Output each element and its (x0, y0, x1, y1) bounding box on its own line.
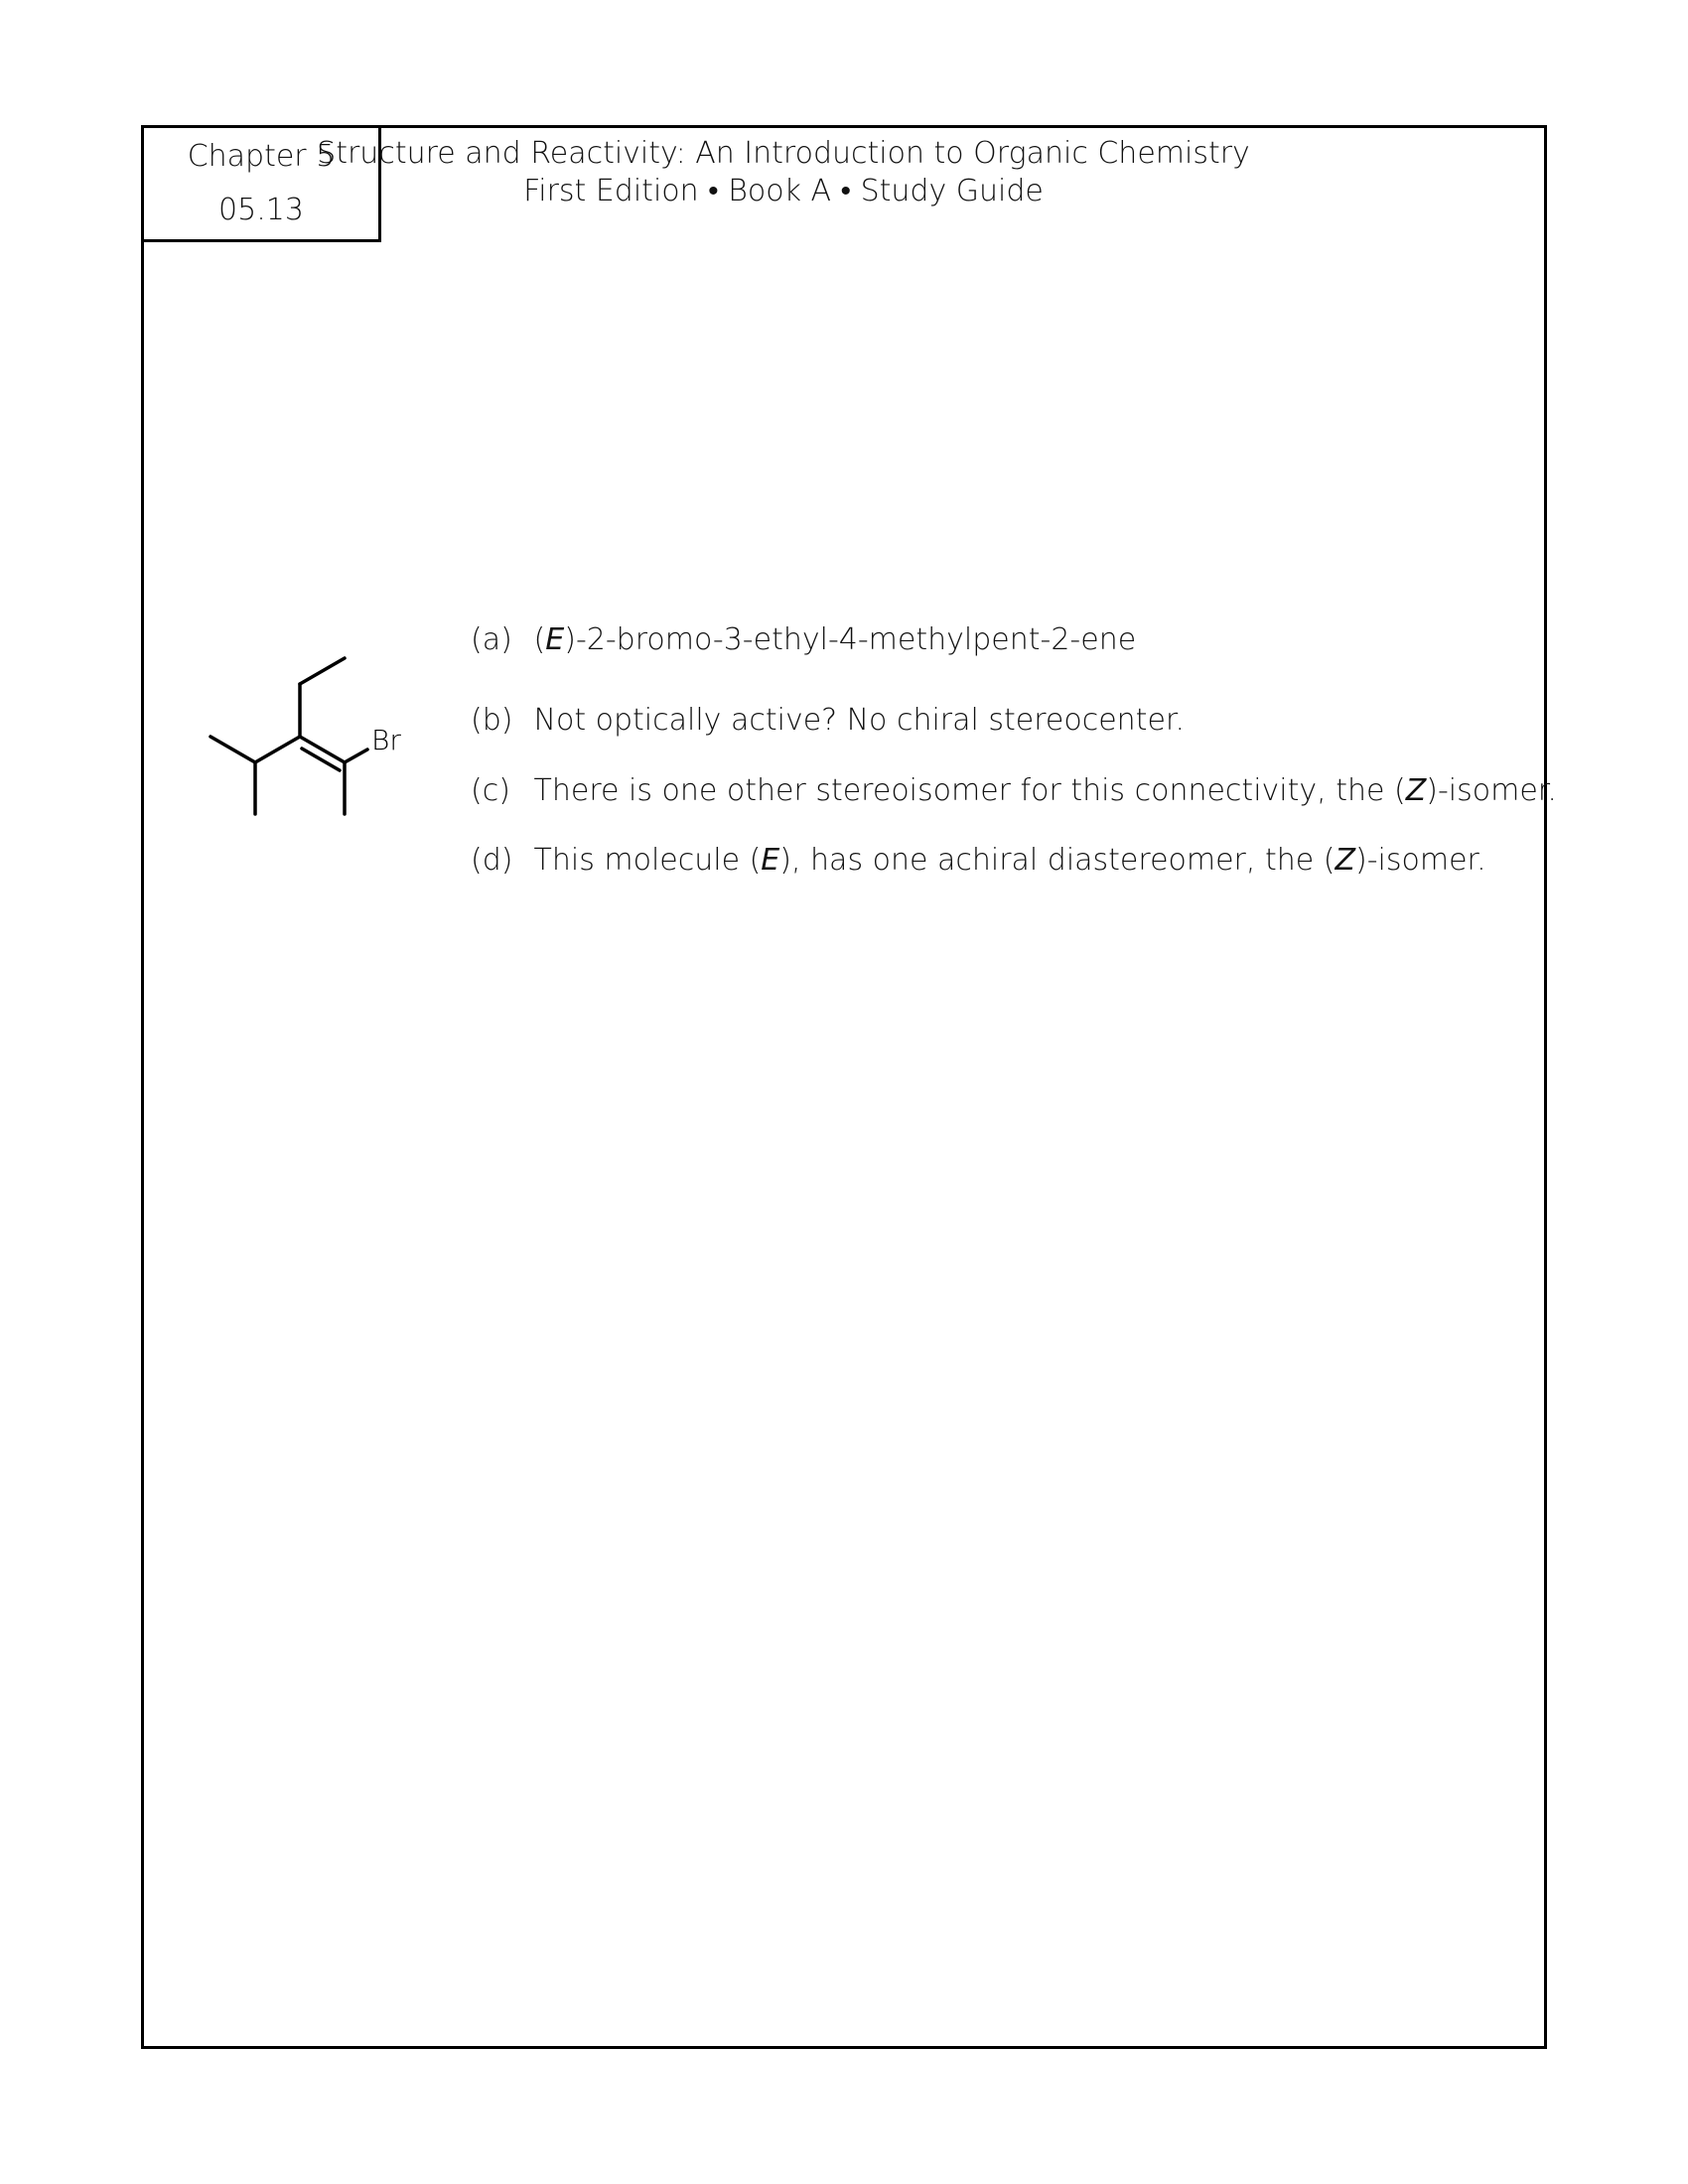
header-title: Structure and Reactivity: An Introduction to Organic Chemistry (317, 136, 1250, 171)
answer-label: (c) (471, 773, 510, 808)
c-br-bond (345, 750, 367, 762)
answer-a (471, 621, 1136, 659)
chapter-number: 05.13 (218, 193, 304, 227)
answer-text: This molecule (E), has one achiral diastereomer, the (Z)-isomer. (533, 843, 1486, 878)
page-frame (141, 125, 1547, 2049)
chapter-label: Chapter 5 (187, 139, 336, 174)
skeletal-formula-drawing (199, 643, 437, 842)
answer-label: (b) (471, 703, 513, 738)
answer-text: (E)-2-bromo-3-ethyl-4-methylpent-2-ene (533, 622, 1137, 657)
header-subtitle: First Edition • Book A • Study Guide (523, 174, 1044, 208)
ethyl-terminal-bond (300, 658, 345, 684)
answer-b (471, 702, 1185, 740)
answer-d (471, 842, 1486, 880)
methyl-bond-left (211, 737, 255, 762)
isopropyl-bond (255, 737, 300, 762)
answer-text: Not optically active? No chiral stereocenter. (533, 703, 1186, 738)
bromine-label: Br (371, 724, 401, 756)
double-bond-inner (302, 749, 340, 770)
answer-c (471, 772, 1557, 810)
answer-text: There is one other stereoisomer for this connectivity, the (Z)-isomer. (533, 773, 1557, 808)
answer-label: (a) (471, 622, 512, 657)
molecule-structure (199, 643, 437, 842)
answer-label: (d) (471, 843, 513, 878)
